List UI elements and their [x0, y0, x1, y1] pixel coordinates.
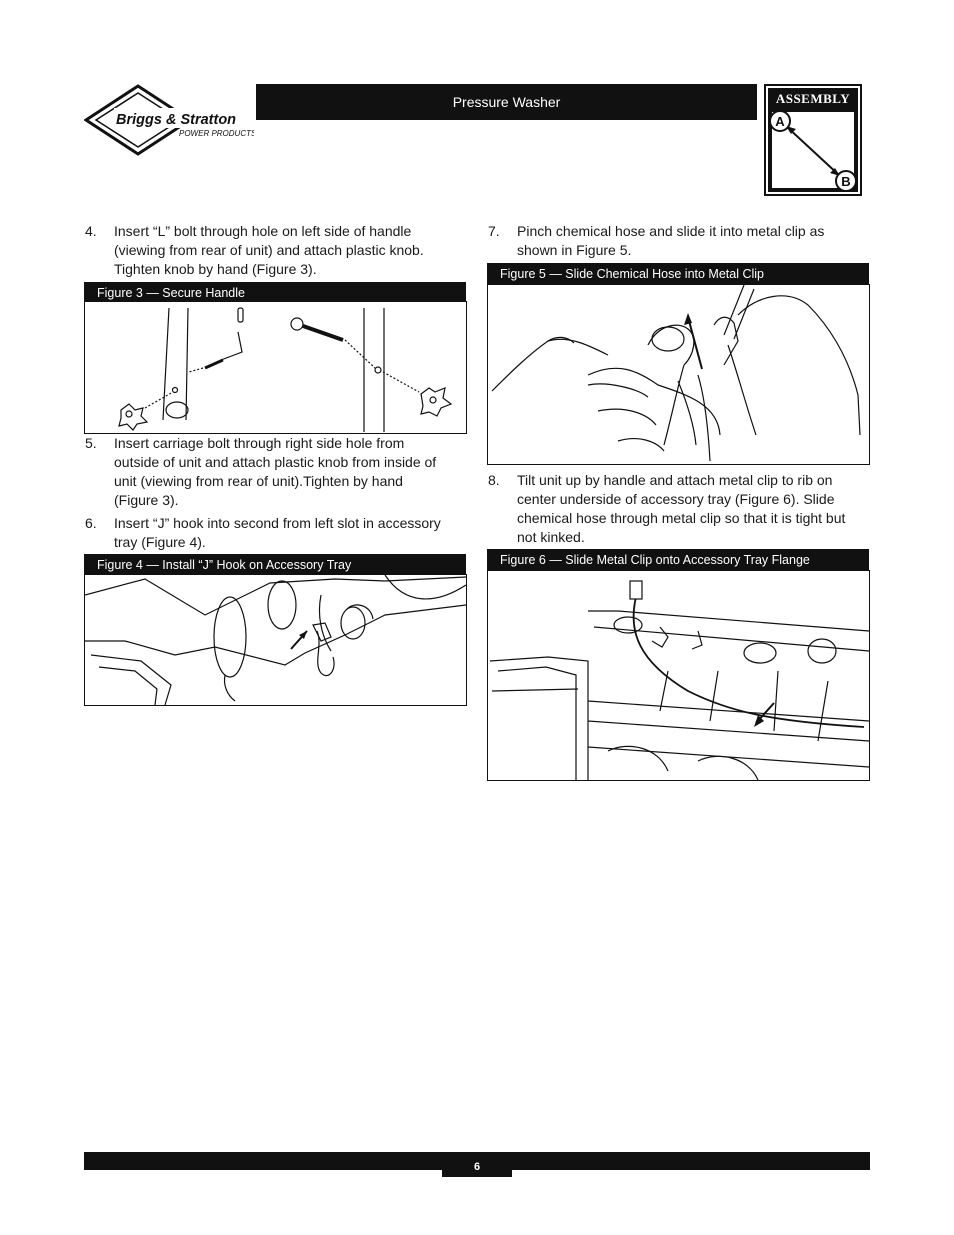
brand-logo: [84, 84, 254, 156]
figure-3-title: Figure 3 — Secure Handle: [84, 282, 466, 304]
step-4: [85, 222, 470, 280]
figure-3-illustration: [84, 301, 467, 434]
brand-name: Briggs & Stratton: [116, 112, 237, 128]
document-title: Pressure Washer: [452, 94, 561, 110]
section-badge-label: ASSEMBLY: [775, 91, 851, 106]
step-number: 7.: [488, 223, 500, 239]
figure-5-illustration: [487, 284, 870, 465]
page-number: 6: [442, 1152, 512, 1177]
section-badge: [764, 84, 862, 196]
step-text: Insert “L” bolt through hole on left side of handle (viewing from rear of unit) and attach plastic knob. Tighten knob by hand (Figure 3).: [114, 223, 424, 277]
figure-4-title: Figure 4 — Install “J” Hook on Accessory Tray: [84, 554, 466, 576]
step-text: Pinch chemical hose and slide it into metal clip as shown in Figure 5.: [517, 223, 825, 258]
step-8: [488, 471, 873, 549]
step-7: [488, 222, 873, 262]
step-number: 6.: [85, 515, 97, 531]
point-a-label: A: [775, 114, 785, 129]
step-text: Tilt unit up by handle and attach metal clip to rib on center underside of accessory tray (Figure 6). Slide chemical hose through metal clip so that it is tight but not kinked.: [517, 472, 846, 545]
step-number: 8.: [488, 472, 500, 488]
document-title-bar: [256, 84, 757, 120]
step-6: [85, 514, 470, 554]
brand-subtitle: POWER PRODUCTS: [179, 129, 254, 138]
figure-6-illustration: [487, 570, 870, 781]
point-b-label: B: [841, 174, 851, 189]
arrow-icon: [684, 313, 692, 325]
figure-5-title: Figure 5 — Slide Chemical Hose into Metal Clip: [487, 263, 869, 285]
step-5: [85, 434, 470, 512]
figure-6-title: Figure 6 — Slide Metal Clip onto Accessory Tray Flange: [487, 549, 869, 571]
step-number: 4.: [85, 223, 97, 239]
figure-4-illustration: [84, 574, 467, 706]
step-text: Insert “J” hook into second from left slot in accessory tray (Figure 4).: [114, 515, 441, 550]
footer-rule-right: [512, 1152, 870, 1170]
footer-rule-left: [84, 1152, 442, 1170]
step-text: Insert carriage bolt through right side hole from outside of unit and attach plastic knob from inside of unit (viewing from rear of unit).Tighten by hand (Figure 3).: [114, 435, 437, 508]
step-number: 5.: [85, 435, 97, 451]
